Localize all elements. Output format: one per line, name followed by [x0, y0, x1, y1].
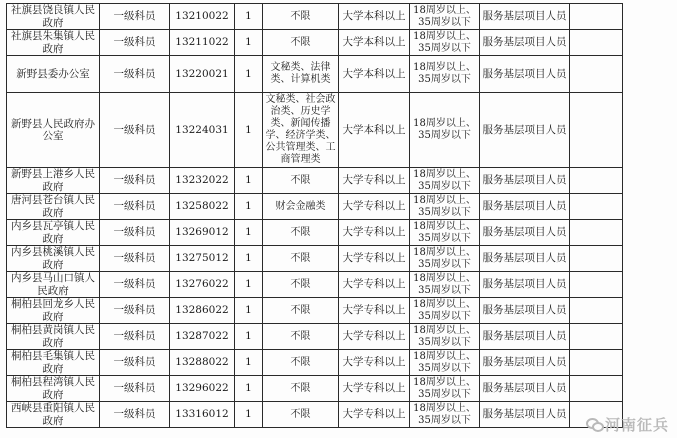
cell-headcount: 1: [235, 168, 263, 194]
cell-level: 一级科员: [100, 324, 170, 350]
cell-headcount: 1: [235, 220, 263, 246]
cell-department: 桐柏县程湾镇人民政府: [7, 376, 100, 402]
cell-age: 18周岁以上、35周岁以下: [410, 272, 480, 298]
table-row: [7, 4, 623, 30]
cell-target: 服务基层项目人员: [480, 220, 570, 246]
cell-level: 一级科员: [100, 376, 170, 402]
cell-headcount: 1: [235, 194, 263, 220]
watermark-text: 河南征兵: [604, 416, 669, 434]
cell-target: 服务基层项目人员: [480, 376, 570, 402]
cell-major: 不限: [263, 298, 339, 324]
cell-department: 新野县人民政府办公室: [7, 93, 100, 168]
table-row: [7, 30, 623, 56]
cell-note: [570, 168, 623, 194]
cell-education: 大学本科以上: [339, 4, 410, 30]
cell-education: 大学专科以上: [339, 324, 410, 350]
cell-target: 服务基层项目人员: [480, 194, 570, 220]
table-row: [7, 168, 623, 194]
cell-major: 文秘类、法律类、计算机类: [263, 56, 339, 93]
table-body: [7, 4, 623, 428]
cell-target: 服务基层项目人员: [480, 246, 570, 272]
cell-major: 不限: [263, 246, 339, 272]
cell-age: 18周岁以上、35周岁以下: [410, 298, 480, 324]
cell-age: 18周岁以上、35周岁以下: [410, 168, 480, 194]
watermark: [586, 414, 669, 435]
table-row: [7, 324, 623, 350]
cell-level: 一级科员: [100, 168, 170, 194]
cell-education: 大学本科以上: [339, 93, 410, 168]
cell-department: 内乡县马山口镇人民政府: [7, 272, 100, 298]
cell-education: 大学专科以上: [339, 402, 410, 428]
cell-education: 大学专科以上: [339, 220, 410, 246]
cell-age: 18周岁以上、35周岁以下: [410, 350, 480, 376]
cell-major: 不限: [263, 324, 339, 350]
cell-level: 一级科员: [100, 402, 170, 428]
cell-note: [570, 376, 623, 402]
position-table: [6, 3, 623, 428]
cell-position-code: 13288022: [170, 350, 235, 376]
cell-note: [570, 350, 623, 376]
cell-level: 一级科员: [100, 56, 170, 93]
cell-target: 服务基层项目人员: [480, 324, 570, 350]
cell-education: 大学专科以上: [339, 246, 410, 272]
cell-position-code: 13316012: [170, 402, 235, 428]
cell-note: [570, 30, 623, 56]
cell-major: 不限: [263, 272, 339, 298]
cell-headcount: 1: [235, 272, 263, 298]
cell-age: 18周岁以上、35周岁以下: [410, 4, 480, 30]
cell-note: [570, 246, 623, 272]
cell-position-code: 13275012: [170, 246, 235, 272]
cell-headcount: 1: [235, 56, 263, 93]
cell-department: 内乡县桃溪镇人民政府: [7, 246, 100, 272]
cell-note: [570, 93, 623, 168]
cell-target: 服务基层项目人员: [480, 350, 570, 376]
cell-age: 18周岁以上、35周岁以下: [410, 194, 480, 220]
cell-department: 西峡县重阳镇人民政府: [7, 402, 100, 428]
table-row: [7, 376, 623, 402]
cell-note: [570, 56, 623, 93]
cell-education: 大学专科以上: [339, 376, 410, 402]
table-row: [7, 402, 623, 428]
cell-department: 唐河县苍台镇人民政府: [7, 194, 100, 220]
cell-department: 内乡县瓦亭镇人民政府: [7, 220, 100, 246]
cell-level: 一级科员: [100, 246, 170, 272]
cell-age: 18周岁以上、35周岁以下: [410, 93, 480, 168]
cell-age: 18周岁以上、35周岁以下: [410, 56, 480, 93]
cell-department: 桐柏县毛集镇人民政府: [7, 350, 100, 376]
cell-major: 不限: [263, 168, 339, 194]
table-row: [7, 93, 623, 168]
cell-note: [570, 220, 623, 246]
cell-level: 一级科员: [100, 93, 170, 168]
cell-note: [570, 4, 623, 30]
cell-department: 社旗县朱集镇人民政府: [7, 30, 100, 56]
cell-headcount: 1: [235, 324, 263, 350]
cell-note: [570, 194, 623, 220]
cell-major: 不限: [263, 220, 339, 246]
table-row: [7, 220, 623, 246]
cell-education: 大学专科以上: [339, 272, 410, 298]
cell-level: 一级科员: [100, 298, 170, 324]
cell-major: 文秘类、社会政治类、历史学类、新闻传播学、经济学类、公共管理类、工商管理类: [263, 93, 339, 168]
cell-department: 新野县上港乡人民政府: [7, 168, 100, 194]
cell-target: 服务基层项目人员: [480, 56, 570, 93]
table-row: [7, 194, 623, 220]
cell-position-code: 13296022: [170, 376, 235, 402]
cell-target: 服务基层项目人员: [480, 4, 570, 30]
cell-headcount: 1: [235, 402, 263, 428]
cell-headcount: 1: [235, 246, 263, 272]
cell-target: 服务基层项目人员: [480, 168, 570, 194]
cell-level: 一级科员: [100, 350, 170, 376]
cell-level: 一级科员: [100, 272, 170, 298]
cell-position-code: 13210022: [170, 4, 235, 30]
cell-department: 桐柏县黄岗镇人民政府: [7, 324, 100, 350]
cell-position-code: 13258022: [170, 194, 235, 220]
cell-target: 服务基层项目人员: [480, 30, 570, 56]
cell-department: 社旗县饶良镇人民政府: [7, 4, 100, 30]
cell-position-code: 13220021: [170, 56, 235, 93]
cell-level: 一级科员: [100, 4, 170, 30]
cell-headcount: 1: [235, 30, 263, 56]
wechat-icon: [586, 418, 602, 431]
cell-note: [570, 298, 623, 324]
cell-headcount: 1: [235, 376, 263, 402]
cell-target: 服务基层项目人员: [480, 272, 570, 298]
cell-age: 18周岁以上、35周岁以下: [410, 376, 480, 402]
cell-position-code: 13232022: [170, 168, 235, 194]
cell-department: 桐柏县回龙乡人民政府: [7, 298, 100, 324]
cell-headcount: 1: [235, 93, 263, 168]
cell-major: 不限: [263, 30, 339, 56]
cell-headcount: 1: [235, 350, 263, 376]
cell-position-code: 13286022: [170, 298, 235, 324]
cell-note: [570, 272, 623, 298]
cell-age: 18周岁以上、35周岁以下: [410, 324, 480, 350]
cell-position-code: 13287022: [170, 324, 235, 350]
cell-level: 一级科员: [100, 194, 170, 220]
cell-major: 不限: [263, 402, 339, 428]
cell-position-code: 13269012: [170, 220, 235, 246]
cell-target: 服务基层项目人员: [480, 298, 570, 324]
cell-note: [570, 324, 623, 350]
table-row: [7, 350, 623, 376]
cell-level: 一级科员: [100, 220, 170, 246]
cell-education: 大学本科以上: [339, 56, 410, 93]
cell-headcount: 1: [235, 4, 263, 30]
cell-target: 服务基层项目人员: [480, 402, 570, 428]
cell-education: 大学专科以上: [339, 298, 410, 324]
cell-major: 不限: [263, 376, 339, 402]
cell-age: 18周岁以上、35周岁以下: [410, 246, 480, 272]
table-row: [7, 246, 623, 272]
cell-major: 不限: [263, 4, 339, 30]
cell-age: 18周岁以上、35周岁以下: [410, 220, 480, 246]
cell-major: 不限: [263, 350, 339, 376]
cell-major: 财会金融类: [263, 194, 339, 220]
cell-position-code: 13211022: [170, 30, 235, 56]
table-row: [7, 298, 623, 324]
cell-department: 新野县委办公室: [7, 56, 100, 93]
cell-headcount: 1: [235, 298, 263, 324]
cell-education: 大学专科以上: [339, 350, 410, 376]
cell-position-code: 13224031: [170, 93, 235, 168]
cell-age: 18周岁以上、35周岁以下: [410, 30, 480, 56]
cell-level: 一级科员: [100, 30, 170, 56]
cell-target: 服务基层项目人员: [480, 93, 570, 168]
cell-age: 18周岁以上、35周岁以下: [410, 402, 480, 428]
cell-education: 大学专科以上: [339, 194, 410, 220]
table-row: [7, 272, 623, 298]
table-row: [7, 56, 623, 93]
cell-education: 大学专科以上: [339, 168, 410, 194]
cell-education: 大学本科以上: [339, 30, 410, 56]
cell-position-code: 13276022: [170, 272, 235, 298]
